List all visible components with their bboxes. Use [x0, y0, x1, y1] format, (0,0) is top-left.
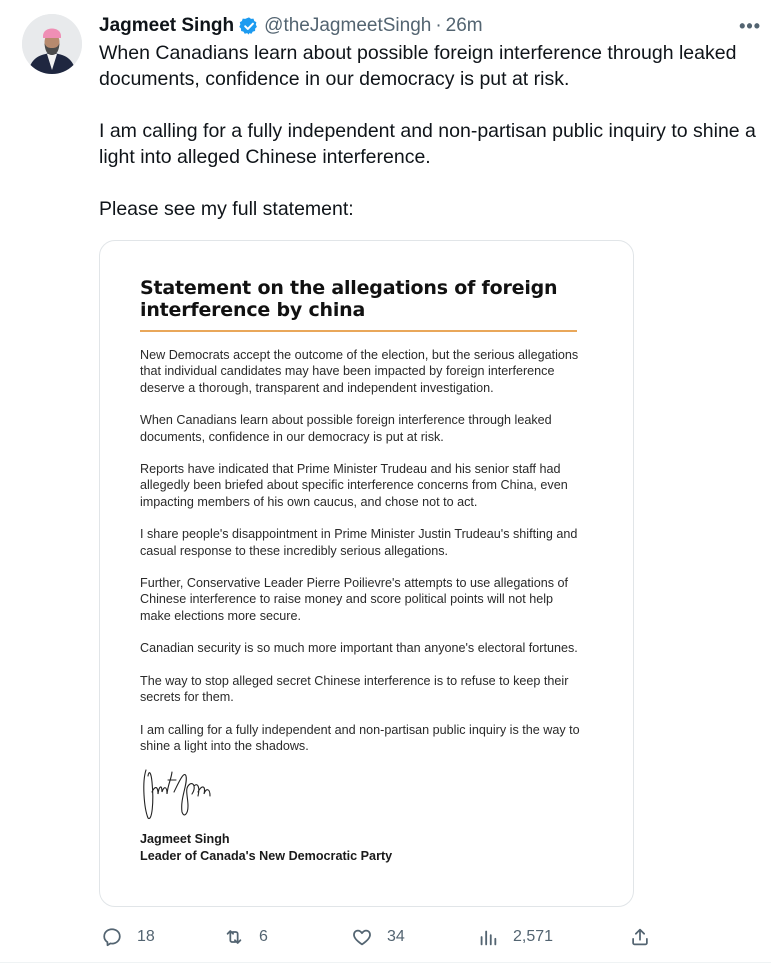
tweet-paragraph: Please see my full statement:	[99, 198, 354, 220]
statement-paragraph: The way to stop alleged secret Chinese interference is to refuse to keep their secrets for them.	[140, 673, 569, 705]
tweet-paragraph: When Canadians learn about possible foreign interference through leaked documents, confidence in our democracy is put at risk.	[99, 42, 737, 90]
like-icon	[351, 926, 373, 948]
statement-paragraph: Reports have indicated that Prime Minister Trudeau and his senior staff had allegedly been briefed about specific interference concerns from China, even impacting members of his own caucus, and chose not to act.	[140, 462, 568, 509]
signature-icon	[140, 762, 230, 826]
views-count: 2,571	[513, 928, 554, 945]
statement-paragraph: Further, Conservative Leader Pierre Poilievre's attempts to use allegations of Chinese interference to raise money and score political points will not help make elections more secure.	[140, 576, 569, 623]
statement-paragraph: New Democrats accept the outcome of the election, but the serious allegations that individual candidates may have been impacted by foreign interference deserve a thorough, transparent and independent investigation.	[140, 348, 579, 395]
statement-paragraph: Canadian security is so much more important than anyone's electoral fortunes.	[140, 641, 578, 656]
signer-name: Jagmeet Singh	[140, 832, 230, 847]
tweet-text	[99, 40, 761, 222]
statement-paragraph: I share people's disappointment in Prime Minister Justin Trudeau's shifting and casual response to these incredibly serious allegations.	[140, 527, 578, 558]
repost-icon	[223, 926, 245, 948]
reply-icon	[101, 926, 123, 948]
separator: ·	[435, 15, 442, 36]
statement-paragraph: I am calling for a fully independent and non-partisan public inquiry is the way to shine a light into the shadows.	[140, 722, 580, 753]
views-button[interactable]	[477, 925, 553, 949]
avatar[interactable]	[22, 14, 82, 74]
verified-badge-icon[interactable]	[239, 16, 259, 36]
statement-body	[140, 347, 580, 754]
avatar-photo-icon	[22, 14, 82, 74]
attached-image-card[interactable]	[99, 240, 634, 907]
tweet-divider	[0, 962, 771, 963]
statement-document	[140, 277, 580, 865]
reply-button[interactable]	[101, 925, 155, 949]
author-handle[interactable]: @theJagmeetSingh	[264, 15, 432, 36]
like-button[interactable]	[351, 925, 405, 949]
tweet	[99, 12, 761, 222]
share-button[interactable]	[629, 925, 651, 949]
timestamp[interactable]: 26m	[445, 15, 483, 36]
tweet-actions	[99, 925, 659, 949]
views-icon	[477, 926, 499, 948]
more-options-button[interactable]: •••	[739, 16, 761, 36]
share-icon	[629, 926, 651, 948]
repost-count: 6	[259, 928, 268, 945]
tweet-header	[99, 12, 761, 40]
repost-button[interactable]	[223, 925, 268, 949]
statement-title: Statement on the allegations of foreign interference by china	[140, 277, 558, 321]
author-name[interactable]: Jagmeet Singh	[99, 15, 235, 36]
reply-count: 18	[137, 928, 155, 945]
statement-paragraph: When Canadians learn about possible foreign interference through leaked documents, confidence in our democracy is put at risk.	[140, 413, 552, 444]
tweet-paragraph: I am calling for a fully independent and non-partisan public inquiry to shine a light into alleged Chinese interference.	[99, 120, 756, 168]
signer-title: Leader of Canada's New Democratic Party	[140, 849, 393, 864]
title-rule	[140, 330, 577, 332]
like-count: 34	[387, 928, 405, 945]
